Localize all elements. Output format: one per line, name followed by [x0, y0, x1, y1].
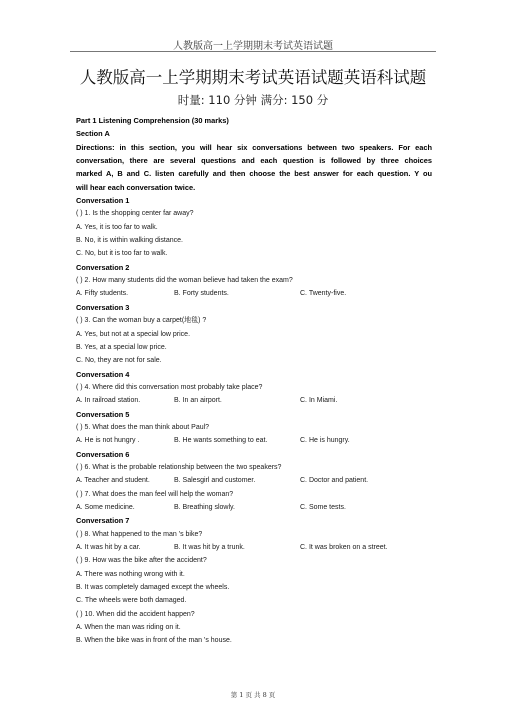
answer-option: A. Yes, but not at a special low price. [76, 330, 191, 338]
answer-option: B. Yes, at a special low price. [76, 343, 167, 351]
answer-option: B. It was hit by a trunk. [174, 544, 245, 551]
answer-option: C. He is hungry. [300, 437, 350, 445]
answer-option: C. Twenty-five. [300, 290, 347, 298]
directions-line: conversation, there are several questions and each question is followed by three choices [76, 156, 432, 166]
question-line: ( ) 4. Where did this conversation most probably take place? [76, 383, 263, 391]
question-line: ( ) 5. What does the man think about Paul? [76, 423, 210, 431]
options-row [76, 474, 432, 487]
answer-option: B. Salesgirl and customer. [174, 477, 256, 485]
answer-option: B. When the bike was in front of the man 's house. [76, 637, 232, 645]
conversation-heading: Conversation 4 [76, 369, 130, 379]
options-row [76, 287, 432, 300]
question-line: ( ) 1. Is the shopping center far away? [76, 210, 194, 218]
question-line: ( ) 3. Can the woman buy a carpet(地毯) ? [76, 317, 207, 325]
question-line: ( ) 7. What does the man feel will help the woman? [76, 490, 234, 498]
conversation-heading: Conversation 3 [76, 302, 130, 312]
answer-option: A. There was nothing wrong with it. [76, 570, 185, 578]
options-row [76, 501, 432, 514]
answer-option: C. The wheels were both damaged. [76, 597, 187, 605]
directions-line: marked A, B and C. listen carefully and then choose the best answer for each question. Y ou [76, 169, 432, 179]
conversation-heading: Conversation 1 [76, 196, 130, 206]
running-header: 人教版高一上学期期末考试英语试题 [173, 41, 333, 52]
part-heading: Part 1 Listening Comprehension (30 marks) [76, 116, 229, 125]
conversation-heading: Conversation 7 [76, 516, 130, 526]
answer-option: A. Some medicine. [76, 503, 135, 511]
answer-option: A. In railroad station. [76, 397, 141, 405]
options-row [76, 434, 432, 447]
answer-option: A. Fifty students. [76, 290, 129, 298]
page-footer: 第 1 页 共 8 页 [230, 691, 276, 699]
answer-option: C. Doctor and patient. [300, 477, 369, 485]
answer-option: A. Teacher and student. [76, 477, 150, 485]
question-line: ( ) 6. What is the probable relationship between the two speakers? [76, 463, 282, 471]
answer-option: A. When the man was riding on it. [76, 624, 181, 632]
conversation-heading: Conversation 2 [76, 262, 130, 272]
question-line: ( ) 9. How was the bike after the accident? [76, 557, 207, 565]
question-line: ( ) 8. What happened to the man 's bike? [76, 530, 203, 538]
answer-option: B. He wants something to eat. [174, 437, 268, 445]
answer-option: A. He is not hungry . [76, 437, 140, 445]
conversation-heading: Conversation 5 [76, 409, 130, 419]
header-rule [70, 51, 436, 52]
options-row [76, 541, 432, 554]
answer-option: A. Yes, it is too far to walk. [76, 223, 158, 231]
directions-line: Directions: in this section, you will hear six conversations between two speakers. For each [76, 142, 432, 152]
question-line: ( ) 10. When did the accident happen? [76, 610, 195, 618]
answer-option: C. No, they are not for sale. [76, 357, 162, 365]
document-title: 人教版高一上学期期末考试英语试题英语科试题 [79, 68, 427, 87]
answer-option: C. In Miami. [300, 397, 338, 405]
answer-option: B. Forty students. [174, 290, 229, 298]
answer-option: C. Some tests. [300, 503, 346, 511]
answer-option: B. In an airport. [174, 397, 222, 405]
answer-option: C. It was broken on a street. [300, 544, 388, 551]
options-row [76, 394, 432, 407]
section-heading: Section A [76, 129, 110, 139]
conversation-list [76, 194, 432, 648]
answer-option: C. No, but it is too far to walk. [76, 250, 168, 258]
exam-meta: 时量: 110 分钟 满分: 150 分 [177, 93, 329, 107]
answer-option: B. Breathing slowly. [174, 503, 235, 511]
question-line: ( ) 2. How many students did the woman believe had taken the exam? [76, 277, 293, 285]
answer-option: B. It was completely damaged except the wheels. [76, 584, 230, 592]
exam-content [76, 114, 432, 648]
conversation-heading: Conversation 6 [76, 449, 130, 459]
answer-option: B. No, it is within walking distance. [76, 237, 183, 245]
answer-option: A. It was hit by a car. [76, 544, 141, 551]
directions-line: will hear each conversation twice. [76, 182, 196, 192]
